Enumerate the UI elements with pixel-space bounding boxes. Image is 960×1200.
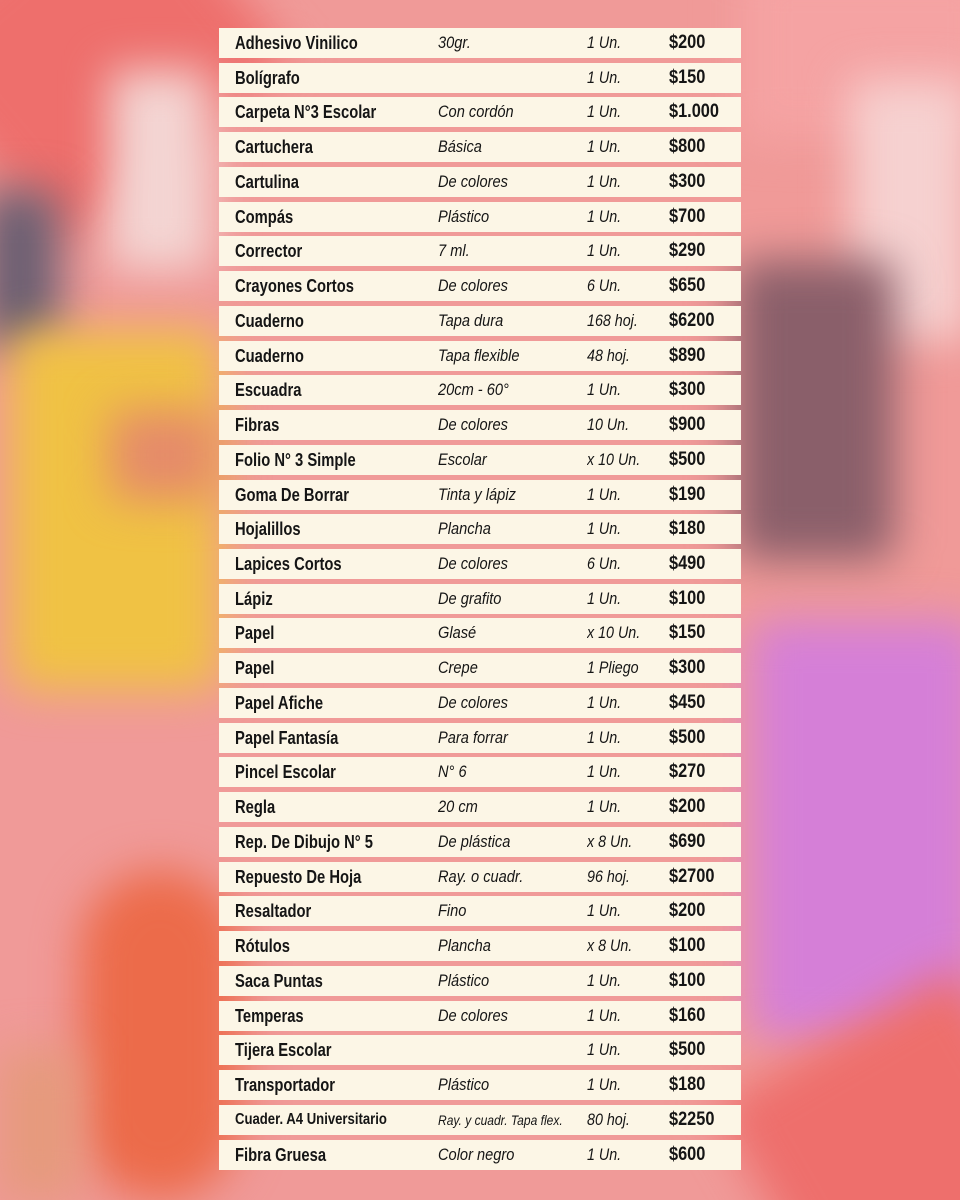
item-name: Fibra Gruesa [235,1144,327,1165]
item-name: Tijera Escolar [235,1040,332,1061]
item-quantity: 1 Un. [587,1040,622,1060]
price-row [219,896,741,926]
price-row [219,480,741,510]
item-description: Escolar [438,449,487,469]
item-description: De colores [438,415,508,435]
item-name: Goma De Borrar [235,484,350,505]
item-name: Pincel Escolar [235,762,336,783]
item-description: Básica [438,137,482,157]
item-quantity: 1 Pliego [587,658,639,678]
price-row [219,341,741,371]
item-description: Con cordón [438,102,514,122]
item-quantity: 1 Un. [587,519,622,539]
item-quantity: 1 Un. [587,484,622,504]
price-row [219,931,741,961]
item-name: Lápiz [235,588,273,609]
item-name: Corrector [235,241,303,262]
item-price: $450 [669,691,706,713]
price-row [219,1001,741,1031]
item-description: Crepe [438,658,478,678]
item-description: Ray. o cuadr. [438,866,524,886]
item-description: Fino [438,901,467,921]
item-description: 30gr. [438,33,471,52]
item-description: N° 6 [438,762,467,782]
blurred-pencils [0,1050,80,1200]
item-quantity: 1 Un. [587,1144,622,1164]
item-quantity: 168 hoj. [587,310,638,330]
item-price: $190 [669,483,706,505]
item-quantity: 1 Un. [587,588,622,608]
price-row [219,827,741,857]
item-quantity: 1 Un. [587,970,622,990]
price-row [219,966,741,996]
item-name: Hojalillos [235,519,301,540]
item-price: $150 [669,66,706,88]
item-name: Cuader. A4 Universitario [235,1110,387,1128]
price-row [219,862,741,892]
item-name: Fibras [235,415,280,436]
item-price: $300 [669,379,706,401]
item-quantity: 6 Un. [587,276,622,296]
item-price: $690 [669,830,706,852]
item-quantity: 80 hoj. [587,1109,630,1129]
price-row [219,1140,741,1170]
price-row [219,549,741,579]
blurred-notebook-label [110,410,220,500]
item-description: Plancha [438,519,491,539]
item-quantity: 1 Un. [587,1075,622,1095]
item-name: Cartuchera [235,137,313,158]
item-description: Tapa flexible [438,345,520,365]
item-price: $500 [669,448,706,470]
item-quantity: 1 Un. [587,102,622,122]
item-price: $300 [669,170,706,192]
item-name: Rep. De Dibujo N° 5 [235,831,373,852]
item-name: Cartulina [235,171,299,192]
item-quantity: 1 Un. [587,241,622,261]
item-description: Plástico [438,206,490,226]
price-row [219,792,741,822]
item-quantity: x 8 Un. [587,831,633,851]
item-name: Bolígrafo [235,67,300,88]
item-quantity: 1 Un. [587,901,622,921]
item-description: De grafito [438,588,502,608]
item-price: $180 [669,1074,706,1096]
item-quantity: 6 Un. [587,554,622,574]
item-quantity: 10 Un. [587,415,630,435]
item-price: $150 [669,622,706,644]
item-description: Tapa dura [438,310,504,330]
item-price: $490 [669,553,706,575]
item-quantity: 1 Un. [587,1005,622,1025]
price-row [219,63,741,93]
item-price: $200 [669,900,706,922]
item-name: Cuaderno [235,345,304,366]
item-name: Papel Fantasía [235,727,339,748]
item-description: De colores [438,171,508,191]
item-name: Crayones Cortos [235,276,354,297]
price-row [219,167,741,197]
item-price: $500 [669,726,706,748]
item-name: Papel [235,623,275,644]
item-quantity: 1 Un. [587,33,622,52]
item-quantity: 48 hoj. [587,345,630,365]
item-quantity: 96 hoj. [587,866,630,886]
item-price: $500 [669,1039,706,1061]
item-price: $2250 [669,1108,715,1130]
item-name: Folio N° 3 Simple [235,449,356,470]
item-name: Transportador [235,1075,336,1096]
item-price: $100 [669,587,706,609]
item-name: Compás [235,206,294,227]
price-row [219,688,741,718]
item-quantity: 1 Un. [587,380,622,400]
blurred-yellow-notebook [10,330,220,690]
item-price: $890 [669,344,706,366]
price-row [219,1070,741,1100]
price-list-table [219,28,741,1174]
item-price: $200 [669,796,706,818]
item-quantity: 1 Un. [587,171,622,191]
item-quantity: 1 Un. [587,692,622,712]
price-row [219,445,741,475]
item-price: $900 [669,414,706,436]
price-row [219,410,741,440]
item-name: Resaltador [235,901,312,922]
item-name: Cuaderno [235,310,304,331]
price-row [219,271,741,301]
item-description: De plástica [438,831,511,851]
price-row [219,653,741,683]
price-row [219,132,741,162]
item-price: $270 [669,761,706,783]
price-row [219,202,741,232]
item-quantity: 1 Un. [587,137,622,157]
item-name: Lapices Cortos [235,554,342,575]
price-row [219,375,741,405]
item-quantity: 1 Un. [587,797,622,817]
blurred-purple-notebook [750,620,960,1040]
item-quantity: 1 Un. [587,67,622,87]
item-description: De colores [438,692,508,712]
blurred-paper-left [110,70,210,270]
price-row [219,97,741,127]
item-quantity: 1 Un. [587,727,622,747]
price-row [219,723,741,753]
price-row [219,1105,741,1135]
price-row [219,28,741,58]
item-description: De colores [438,554,508,574]
item-quantity: 1 Un. [587,206,622,226]
item-price: $650 [669,275,706,297]
item-description: Plástico [438,970,490,990]
item-price: $600 [669,1143,706,1165]
item-description: Plástico [438,1075,490,1095]
price-row [219,236,741,266]
item-name: Carpeta N°3 Escolar [235,102,377,123]
item-name: Papel [235,658,275,679]
item-price: $700 [669,205,706,227]
item-price: $1.000 [669,101,719,123]
item-description: Tinta y lápiz [438,484,516,504]
price-row [219,757,741,787]
item-name: Escuadra [235,380,302,401]
blurred-pencil-case [735,260,895,560]
item-description: De colores [438,1005,508,1025]
item-description: 20cm - 60° [438,380,509,400]
blurred-notebook-left [0,190,60,350]
item-name: Regla [235,797,276,818]
item-description: Plancha [438,936,491,956]
item-name: Adhesivo Vinilico [235,33,358,53]
item-description: Glasé [438,623,477,643]
item-quantity: x 10 Un. [587,449,641,469]
price-row [219,584,741,614]
item-price: $100 [669,969,706,991]
item-price: $300 [669,657,706,679]
item-quantity: 1 Un. [587,762,622,782]
item-price: $200 [669,32,706,53]
item-price: $2700 [669,865,715,887]
blurred-orange-scissors [80,870,240,1200]
item-price: $800 [669,136,706,158]
item-name: Repuesto De Hoja [235,866,362,887]
item-description: Para forrar [438,727,508,747]
item-description: De colores [438,276,508,296]
item-description: 20 cm [438,797,478,817]
item-name: Rótulos [235,936,290,957]
price-row [219,618,741,648]
item-price: $6200 [669,309,715,331]
item-description: Color negro [438,1144,515,1164]
item-price: $180 [669,518,706,540]
item-quantity: x 10 Un. [587,623,641,643]
price-row [219,1035,741,1065]
item-name: Saca Puntas [235,970,323,991]
item-name: Papel Afiche [235,692,324,713]
price-row [219,514,741,544]
item-quantity: x 8 Un. [587,936,633,956]
price-row [219,306,741,336]
item-description: 7 ml. [438,241,470,261]
item-name: Temperas [235,1005,304,1026]
item-price: $100 [669,935,706,957]
item-price: $160 [669,1004,706,1026]
item-description: Ray. y cuadr. Tapa flex. [438,1111,563,1128]
item-price: $290 [669,240,706,262]
